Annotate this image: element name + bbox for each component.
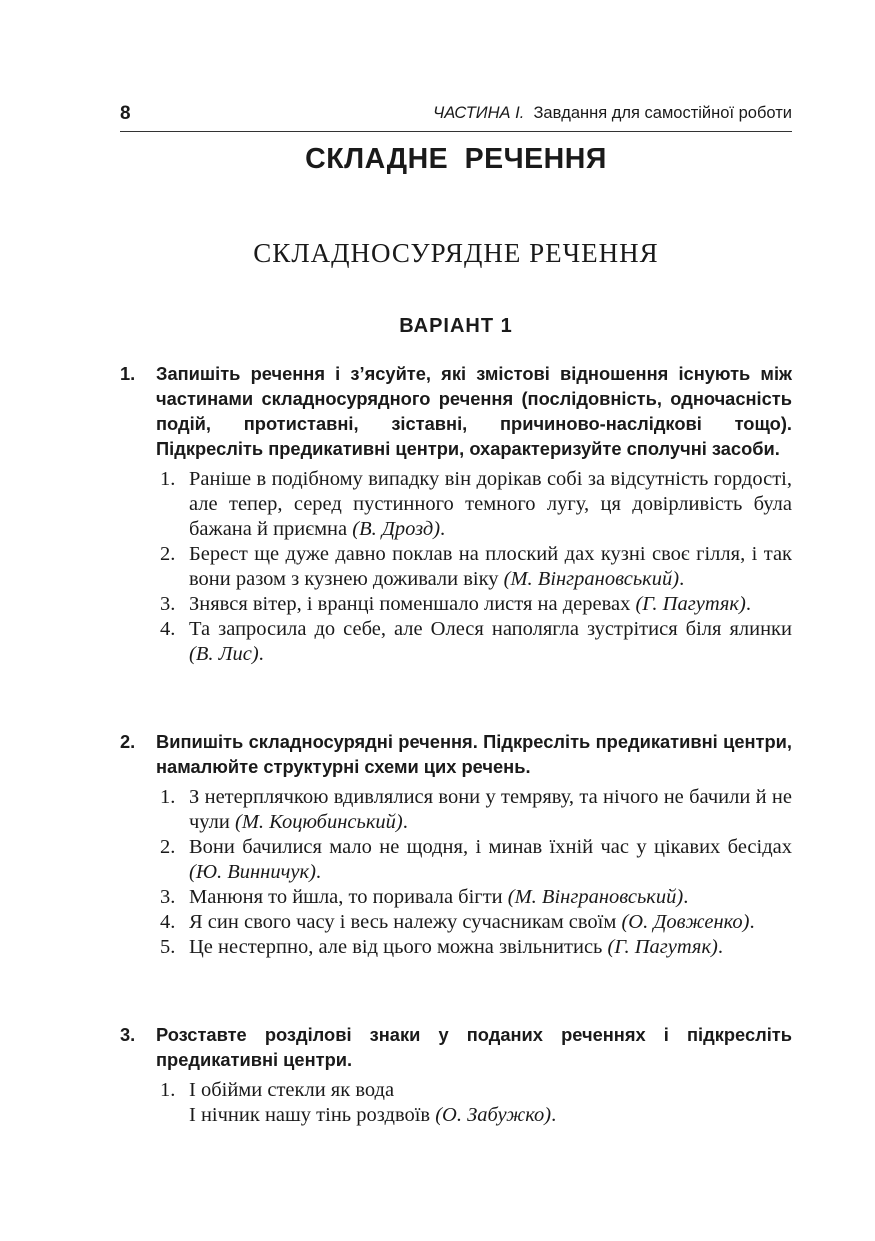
period: . [745,593,751,615]
task-1 [120,361,792,667]
period: . [551,1104,557,1126]
header-section-title [433,104,792,123]
page-number: 8 [120,103,131,124]
period: . [717,936,724,958]
list-item [120,885,792,910]
period: . [258,643,264,665]
item-number: 3. [160,593,176,615]
item-number: 1. [160,1079,176,1101]
item-number: 2. [160,836,176,858]
sentence-text: Манюня то йшла, то поривала бігти [189,886,508,908]
poem-line: І обійми стекли як вода [189,1079,395,1101]
variant-heading: ВАРІАНТ 1 [399,315,513,337]
item-number: 5. [160,936,176,958]
item-number: 4. [160,618,176,640]
item-number: 4. [160,911,176,933]
author-citation: (М. Коцюбинський) [235,811,403,833]
task-2 [120,729,792,960]
sentence-text: Та запросила до себе, але Олеся наполягла зустрітися біля ялинки [189,618,792,640]
period: . [315,861,322,883]
task-number: 1. [120,363,136,384]
poem-line-text: І нічник нашу тінь роздвоїв [189,1104,436,1126]
header-part: ЧАСТИНА I. [433,104,525,122]
author-citation: (М. Вінграновський) [507,886,684,908]
poem-line [189,1103,792,1128]
header-section: Завдання для самостійної роботи [533,104,792,122]
period: . [440,518,446,540]
list-item [120,835,792,885]
item-number: 1. [160,786,176,808]
task-3 [120,1022,792,1128]
period: . [749,911,755,933]
chapter-title: СКЛАДНЕ РЕЧЕННЯ [305,143,607,175]
author-citation: (О. Забужко) [435,1104,552,1126]
period: . [402,811,408,833]
list-item [120,542,792,592]
author-citation: (М. Вінграновський) [503,568,680,590]
author-citation: (Г. Пагутяк) [607,936,718,958]
task-instruction [120,729,792,779]
sentence-text: Берест ще дуже давно поклав на плоский дах кузні своє гілля, і так вони разом з кузнею доживали віку [189,543,792,590]
author-citation: (В. Дрозд) [352,518,441,540]
task-instruction-text: Запишіть речення і з’ясуйте, які змістові відношення існують між частинами складносурядного речення (послідовність, одночасність подій, протиставні, зіставні, причиново-наслідкові тощо). Підкресліть предикативні центри, охарактеризуйте сполучні засоби. [156,363,792,459]
item-number: 1. [160,468,176,490]
list-item [120,785,792,835]
sentence-text: Знявся вітер, і вранці поменшало листя на деревах [189,593,636,615]
section-subtitle: СКЛАДНОСУРЯДНЕ РЕЧЕННЯ [253,238,659,268]
task-instruction [120,361,792,461]
task-instruction-text: Випишіть складносурядні речення. Підкресліть предикативні центри, намалюйте структурні схеми цих речень. [156,731,792,777]
list-item [120,592,792,617]
author-citation: (О. Довженко) [621,911,750,933]
sentence-text: З нетерплячкою вдивлялися вони у темряву, та нічого не бачили й не чули [189,786,792,833]
list-item [120,935,792,960]
sentence-list [120,785,792,960]
list-item [120,1078,792,1128]
sentence-text: Раніше в подібному випадку він дорікав собі за відсутність гордості, але тепер, серед пустинного темного лугу, ця довірливість була бажана й приємна [189,468,792,540]
period: . [679,568,685,590]
list-item [120,617,792,667]
task-instruction-text: Розставте розділові знаки у поданих реченнях і підкресліть предикативні центри. [156,1024,792,1070]
sentence-text: Я син свого часу і весь належу сучасникам своїм [189,911,622,933]
author-citation: (В. Лис) [189,643,259,665]
author-citation: (Ю. Винничук) [189,861,316,883]
item-number: 3. [160,886,176,908]
author-citation: (Г. Пагутяк) [635,593,746,615]
task-number: 2. [120,731,136,752]
task-number: 3. [120,1024,136,1045]
list-item [120,467,792,542]
sentence-text: Це нестерпно, але від цього можна звільнитись [189,936,608,958]
task-instruction [120,1022,792,1072]
sentence-list [120,467,792,667]
item-number: 2. [160,543,176,565]
sentence-text: Вони бачилися мало не щодня, і минав їхній час у цікавих бесідах [189,836,792,858]
sentence-list [120,1078,792,1128]
period: . [683,886,689,908]
running-header [120,103,792,132]
list-item [120,910,792,935]
